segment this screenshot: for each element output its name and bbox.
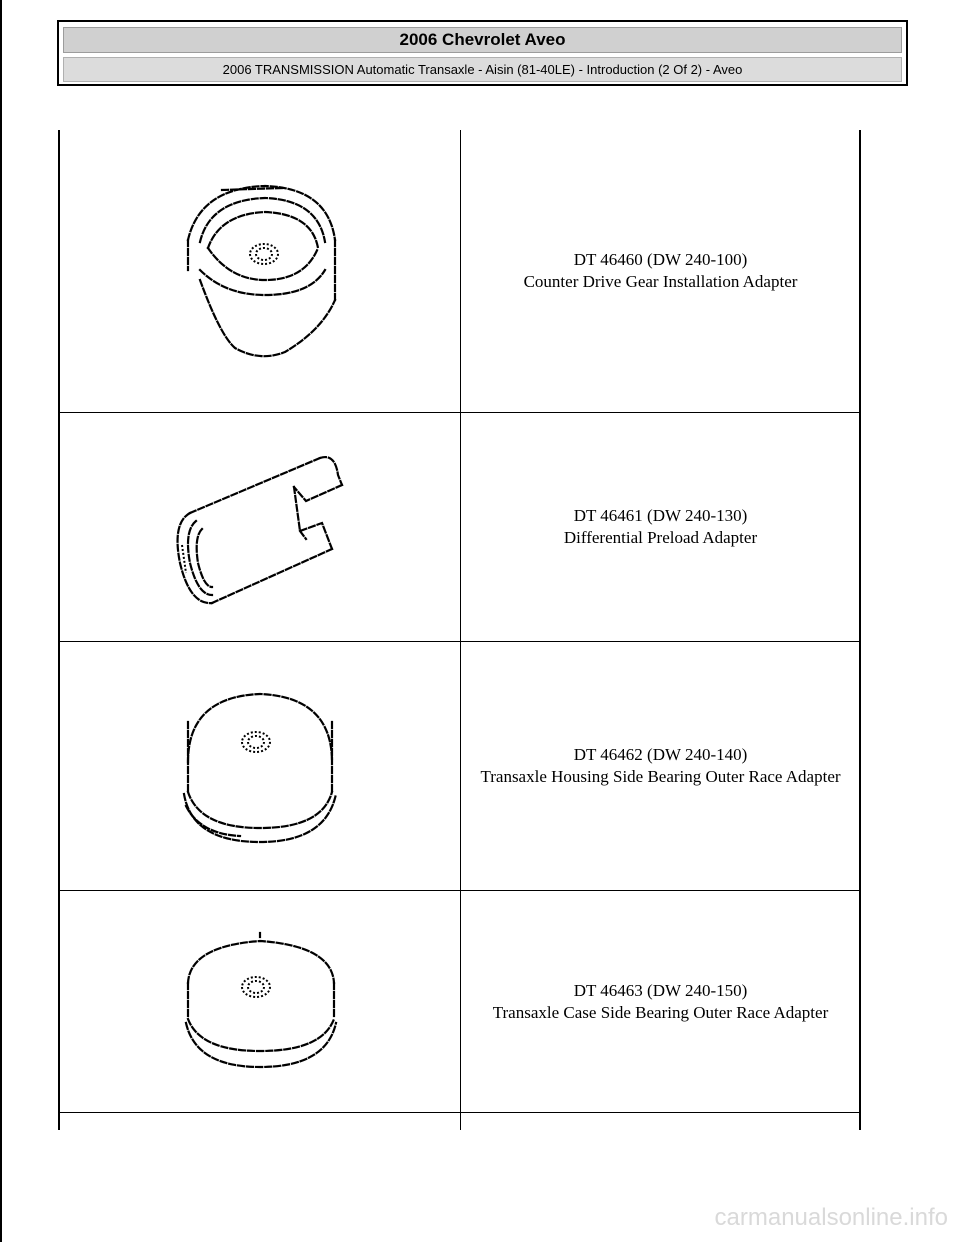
tool-row	[60, 413, 859, 641]
tool-code: DT 46463 (DW 240-150)	[573, 981, 748, 1000]
tool-illustration-cell	[60, 413, 460, 641]
page-subtitle: 2006 TRANSMISSION Automatic Transaxle - Aisin (81-40LE) - Introduction (2 Of 2) - Aveo	[63, 57, 902, 82]
watermark: carmanualsonline.info	[714, 1204, 948, 1231]
tool-illustration-cell	[60, 130, 460, 412]
tool-code: DT 46461 (DW 240-130)	[573, 506, 748, 525]
bearing-race-disc-thin-icon	[60, 891, 460, 1113]
tool-description: Differential Preload Adapter	[563, 528, 758, 547]
tool-code: DT 46460 (DW 240-100)	[573, 250, 748, 269]
tool-code: DT 46462 (DW 240-140)	[573, 745, 748, 764]
special-tools-table	[58, 130, 861, 1130]
tool-description-cell	[462, 891, 859, 1113]
tool-row	[60, 130, 859, 412]
page-title: 2006 Chevrolet Aveo	[63, 27, 902, 53]
tool-illustration-cell	[60, 891, 460, 1113]
tool-illustration-cell	[60, 642, 460, 890]
tool-description: Transaxle Case Side Bearing Outer Race Adapter	[492, 1003, 829, 1022]
bearing-race-disc-icon	[60, 642, 460, 890]
tool-description: Transaxle Housing Side Bearing Outer Race Adapter	[480, 767, 841, 786]
preload-sleeve-icon	[60, 413, 460, 641]
tool-description-cell	[462, 130, 859, 412]
adapter-cup-icon	[60, 130, 460, 412]
tool-row	[60, 642, 859, 890]
row-divider	[60, 1112, 859, 1113]
page-left-border	[0, 0, 2, 1242]
tool-description-cell	[462, 642, 859, 890]
tool-row	[60, 891, 859, 1113]
tool-description-cell	[462, 413, 859, 641]
page-header	[57, 20, 908, 86]
tool-description: Counter Drive Gear Installation Adapter	[523, 272, 798, 291]
